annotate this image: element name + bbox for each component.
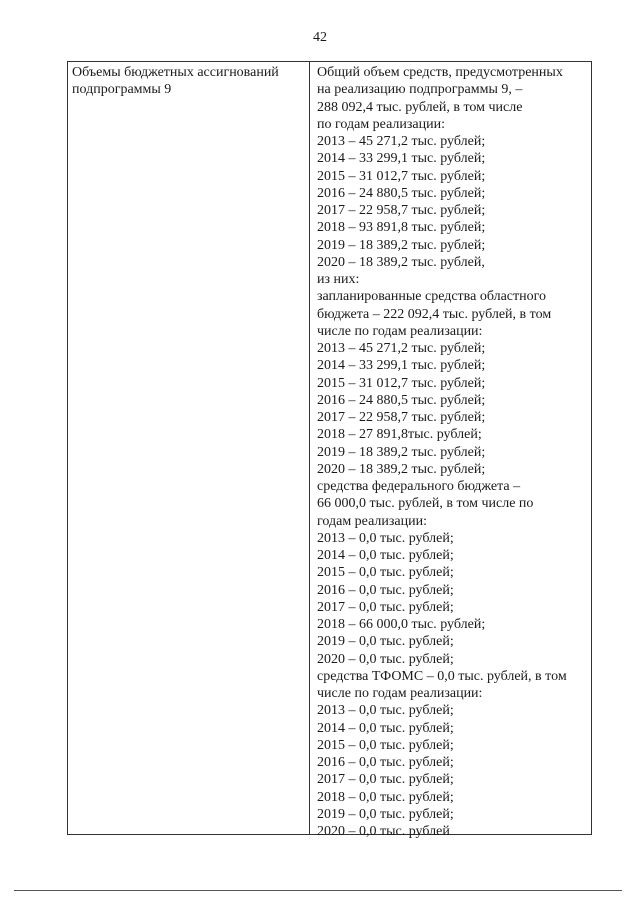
text-line: 2014 – 0,0 тыс. рублей; <box>317 548 454 563</box>
text-line: 2016 – 24 880,5 тыс. рублей; <box>317 185 486 201</box>
text-line: 2020 – 0,0 тыс. рублей <box>317 824 450 839</box>
budget-table <box>67 61 592 839</box>
text-line: 2019 – 0,0 тыс. рублей; <box>317 634 454 650</box>
text-line: 288 092,4 тыс. рублей, в том числе <box>317 99 523 115</box>
text-line: 2015 – 31 012,7 тыс. рублей; <box>317 375 486 391</box>
text-line: 2013 – 45 271,2 тыс. рублей; <box>317 134 486 149</box>
text-line: запланированные средства областного <box>317 289 547 305</box>
text-line: 2017 – 22 958,7 тыс. рублей; <box>317 203 486 218</box>
text-line: 2020 – 18 389,2 тыс. рублей, <box>317 254 485 270</box>
text-line: из них: <box>317 272 360 287</box>
text-line: 2019 – 0,0 тыс. рублей; <box>317 806 454 822</box>
text-line: 66 000,0 тыс. рублей, в том числе по <box>317 496 534 512</box>
text-line: по годам реализации: <box>317 116 445 132</box>
text-line: 2016 – 0,0 тыс. рублей; <box>317 755 454 770</box>
text-line: 2020 – 0,0 тыс. рублей; <box>317 651 454 667</box>
text-line: 2015 – 0,0 тыс. рублей; <box>317 737 454 753</box>
text-line: 2015 – 31 012,7 тыс. рублей; <box>317 168 486 184</box>
text-line: 2020 – 18 389,2 тыс. рублей; <box>317 461 486 477</box>
text-line: 2018 – 27 891,8тыс. рублей; <box>317 427 482 443</box>
text-line: 2017 – 22 958,7 тыс. рублей; <box>317 410 486 425</box>
text-line: 2013 – 45 271,2 тыс. рублей; <box>317 341 486 356</box>
text-line: 2013 – 0,0 тыс. рублей; <box>317 530 454 546</box>
text-line: 2017 – 0,0 тыс. рублей; <box>317 599 454 615</box>
text-line: 2016 – 0,0 тыс. рублей; <box>317 582 454 598</box>
text-line: 2018 – 66 000,0 тыс. рублей; <box>317 617 486 632</box>
text-line: бюджета – 222 092,4 тыс. рублей, в том <box>317 306 552 322</box>
text-line: годам реализации: <box>317 513 427 529</box>
text-line: Объемы бюджетных ассигнований <box>72 65 279 80</box>
text-line: 2019 – 18 389,2 тыс. рублей; <box>317 444 486 460</box>
table-label-cell <box>68 62 310 834</box>
text-line: числе по годам реализации: <box>317 686 483 701</box>
text-line: 2017 – 0,0 тыс. рублей; <box>317 772 454 788</box>
text-line: средства федерального бюджета – <box>317 479 521 494</box>
page-number: 42 <box>313 30 327 45</box>
text-line: 2016 – 24 880,5 тыс. рублей; <box>317 392 486 408</box>
text-line: 2019 – 18 389,2 тыс. рублей; <box>317 237 486 253</box>
text-line: 2014 – 0,0 тыс. рублей; <box>317 720 454 736</box>
text-line: Общий объем средств, предусмотренных <box>317 65 563 80</box>
text-line: числе по годам реализации: <box>317 323 483 339</box>
text-line: 2014 – 33 299,1 тыс. рублей; <box>317 151 486 167</box>
text-line: 2018 – 93 891,8 тыс. рублей; <box>317 220 486 236</box>
table-value-cell <box>310 62 591 839</box>
text-line: средства ТФОМС – 0,0 тыс. рублей, в том <box>317 668 567 684</box>
text-line: подпрограммы 9 <box>72 82 172 97</box>
text-line: на реализацию подпрограммы 9, – <box>317 82 523 98</box>
text-line: 2015 – 0,0 тыс. рублей; <box>317 565 454 581</box>
footer-divider <box>14 890 622 891</box>
text-line: 2014 – 33 299,1 тыс. рублей; <box>317 358 486 374</box>
text-line: 2018 – 0,0 тыс. рублей; <box>317 789 454 805</box>
text-line: 2013 – 0,0 тыс. рублей; <box>317 703 454 719</box>
